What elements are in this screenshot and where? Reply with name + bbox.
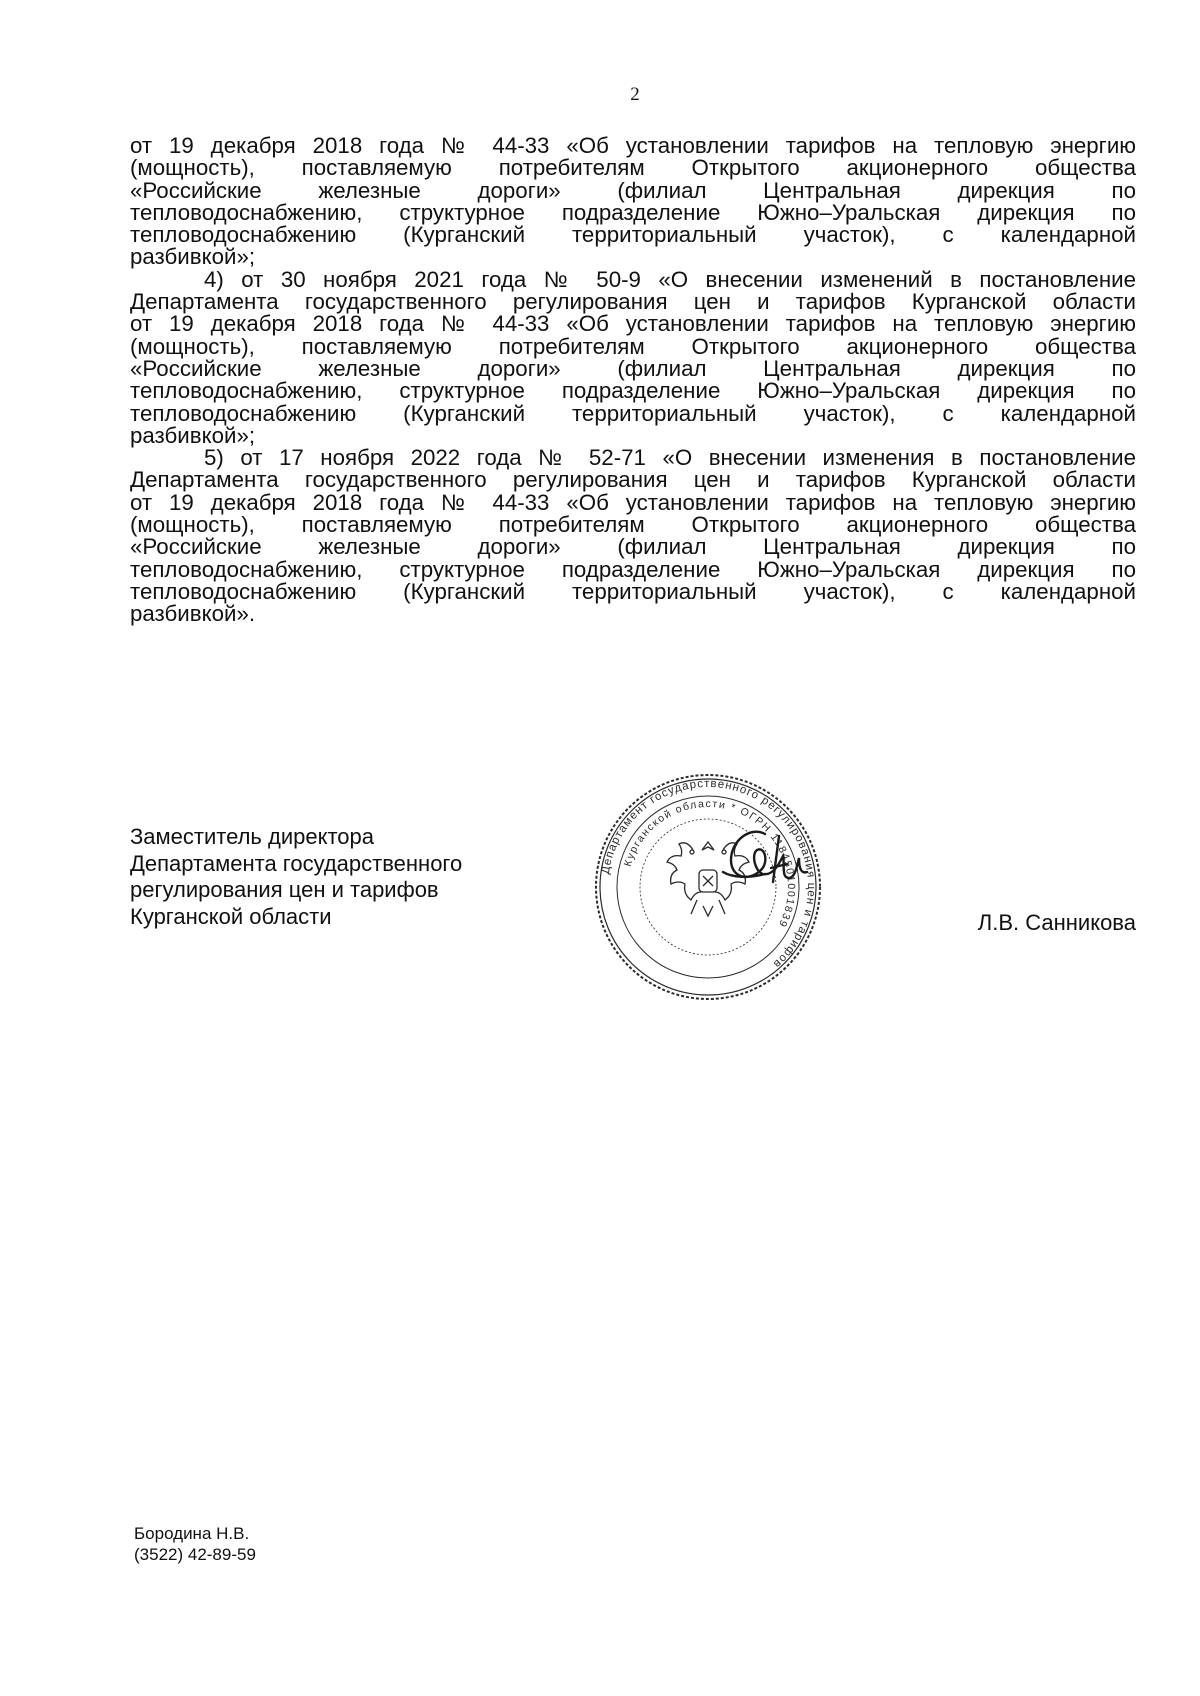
text-line: разбивкой»;: [130, 244, 256, 270]
text-line: 4) от 30 ноября 2021 года № 50-9 «О внесении изменений в постановление: [204, 266, 1136, 292]
text-line: тепловодоснабжению (Курганский территориальный участок), с календарной: [130, 400, 1136, 426]
text-line: (мощность), поставляемую потребителям Открытого акционерного общества: [130, 155, 1136, 181]
text-line: «Российские железные дороги» (филиал Центральная дирекция по: [130, 534, 1136, 560]
position-line: регулирования цен и тарифов: [130, 877, 439, 902]
page-number: 2: [630, 84, 640, 105]
text-line: «Российские железные дороги» (филиал Центральная дирекция по: [130, 177, 1136, 203]
text-line: от 19 декабря 2018 года № 44-33 «Об установлении тарифов на тепловую энергию: [130, 133, 1136, 158]
text-line: Департамента государственного регулирования цен и тарифов Курганской области: [130, 467, 1136, 493]
coat-of-arms-icon: [667, 842, 749, 916]
seal-outer-text: Департамент государственного регулирования цен и тарифов: [599, 777, 818, 971]
executor-phone: (3522) 42-89-59: [134, 1545, 256, 1564]
paragraph-continuation: [130, 135, 1136, 269]
official-seal-stamp: [593, 772, 823, 1002]
text-line: тепловодоснабжению (Курганский территориальный участок), с календарной: [130, 578, 1136, 604]
text-line: тепловодоснабжению, структурное подразделение Южно–Уральская дирекция по: [130, 556, 1136, 582]
svg-text:Курганской области * ОГРН 1184: [622, 798, 797, 930]
text-line: «Российские железные дороги» (филиал Центральная дирекция по: [130, 355, 1136, 381]
executor-name: Бородина Н.В.: [134, 1524, 250, 1543]
text-line: тепловодоснабжению, структурное подразделение Южно–Уральская дирекция по: [130, 199, 1136, 225]
position-line: Департамента государственного: [130, 850, 463, 876]
text-line: разбивкой».: [130, 601, 256, 627]
text-line: разбивкой»;: [130, 422, 256, 448]
position-line: Заместитель директора: [130, 824, 374, 849]
text-line: от 19 декабря 2018 года № 44-33 «Об установлении тарифов на тепловую энергию: [130, 311, 1136, 337]
document-body: [130, 135, 1136, 626]
signer-name: Л.В. Санникова: [977, 910, 1136, 935]
executor-contact: [134, 1523, 256, 1565]
position-line: Курганской области: [130, 903, 332, 929]
text-line: от 19 декабря 2018 года № 44-33 «Об установлении тарифов на тепловую энергию: [130, 489, 1136, 515]
text-line: (мощность), поставляемую потребителям Открытого акционерного общества: [130, 512, 1136, 538]
paragraph-item-5: [130, 447, 1136, 625]
seal-inner-text: Курганской области * ОГРН 1184501001839: [621, 797, 798, 930]
text-line: Департамента государственного регулирования цен и тарифов Курганской области: [130, 289, 1136, 315]
signer-position: [130, 824, 462, 930]
paragraph-item-4: [130, 266, 1136, 448]
text-line: тепловодоснабжению (Курганский территориальный участок), с календарной: [130, 222, 1136, 248]
text-line: 5) от 17 ноября 2022 года № 52-71 «О внесении изменения в постановление: [204, 445, 1136, 471]
text-line: (мощность), поставляемую потребителям Открытого акционерного общества: [130, 333, 1136, 359]
text-line: тепловодоснабжению, структурное подразделение Южно–Уральская дирекция по: [130, 378, 1136, 404]
